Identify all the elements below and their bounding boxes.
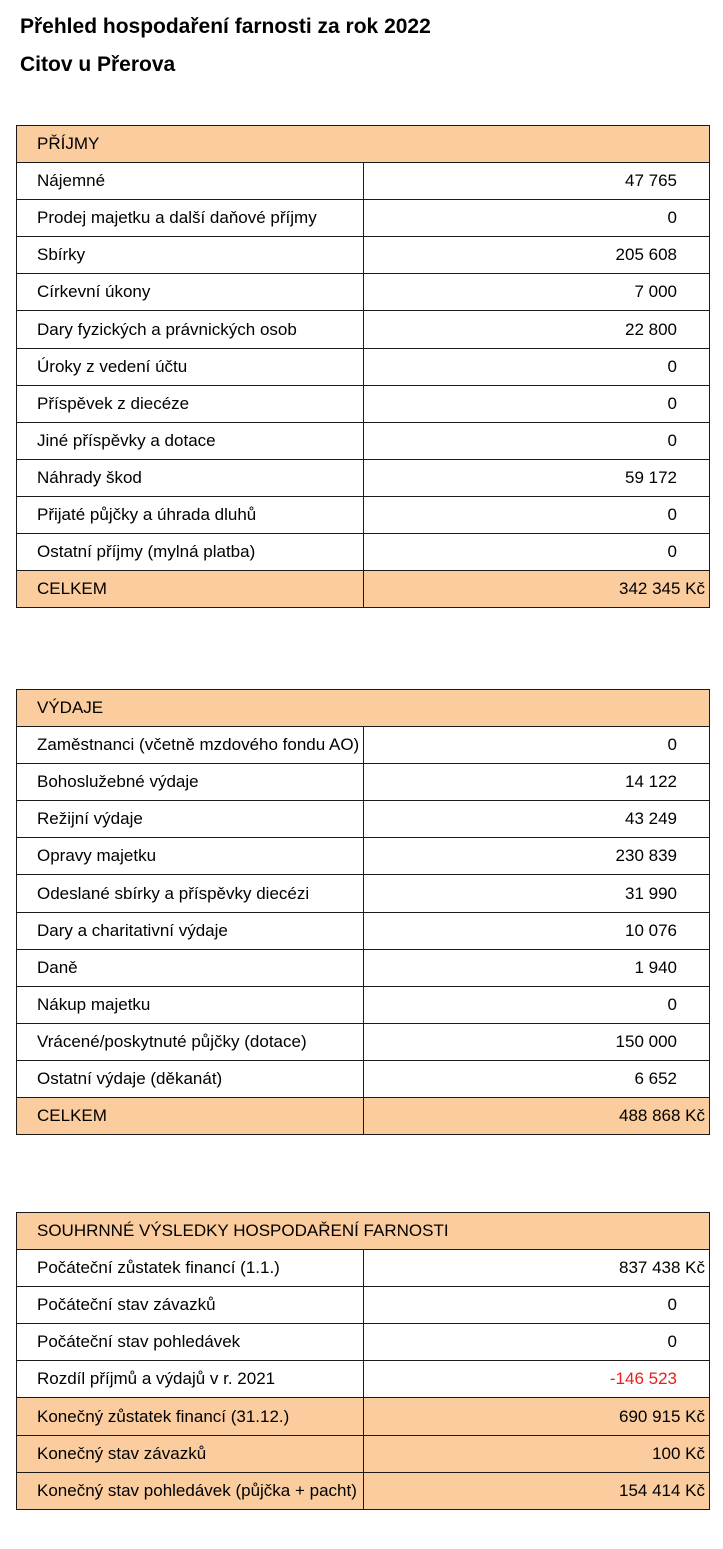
table-row: [17, 1287, 710, 1324]
table-header-row: [17, 126, 710, 163]
row-value: 47 765: [363, 163, 710, 200]
row-value: 14 122: [363, 764, 710, 801]
table-row: [17, 385, 710, 422]
table-row: [17, 838, 710, 875]
negative-value: -146 523: [363, 1361, 710, 1398]
expenses-header: VÝDAJE: [17, 690, 710, 727]
row-label: Ostatní výdaje (děkanát): [17, 1060, 364, 1097]
table-row: [17, 1023, 710, 1060]
row-value: 59 172: [363, 459, 710, 496]
row-label: Konečný zůstatek financí (31.12.): [17, 1398, 364, 1435]
row-value: 100 Kč: [363, 1435, 710, 1472]
row-value: 0: [363, 1324, 710, 1361]
table-row: [17, 764, 710, 801]
row-value: 154 414 Kč: [363, 1472, 710, 1509]
row-value: 0: [363, 200, 710, 237]
highlighted-row: [17, 1398, 710, 1435]
highlighted-row: [17, 1435, 710, 1472]
row-label: Příspěvek z diecéze: [17, 385, 364, 422]
table-row: [17, 801, 710, 838]
table-row: [17, 348, 710, 385]
row-value: 22 800: [363, 311, 710, 348]
row-label: Odeslané sbírky a příspěvky diecézi: [17, 875, 364, 912]
total-label: CELKEM: [17, 1098, 364, 1135]
row-value: 230 839: [363, 838, 710, 875]
table-row: [17, 1060, 710, 1097]
summary-table: [16, 1212, 710, 1510]
row-label: Počáteční stav pohledávek: [17, 1324, 364, 1361]
row-value: 43 249: [363, 801, 710, 838]
row-label: Daně: [17, 949, 364, 986]
table-row: [17, 1324, 710, 1361]
table-row: [17, 274, 710, 311]
table-header-row: [17, 1213, 710, 1250]
table-header-row: [17, 690, 710, 727]
row-value: 837 438 Kč: [363, 1250, 710, 1287]
row-label: Sbírky: [17, 237, 364, 274]
table-row: [17, 422, 710, 459]
table-row: [17, 534, 710, 571]
row-label: Počáteční stav závazků: [17, 1287, 364, 1324]
row-label: Zaměstnanci (včetně mzdového fondu AO): [17, 727, 364, 764]
row-value: 0: [363, 534, 710, 571]
highlighted-row: [17, 1472, 710, 1509]
row-value: 0: [363, 422, 710, 459]
parish-name: Citov u Přerova: [20, 53, 176, 76]
row-value: 0: [363, 1287, 710, 1324]
page-title: Přehled hospodaření farnosti za rok 2022: [20, 15, 431, 38]
income-header: PŘÍJMY: [17, 126, 710, 163]
row-value: 10 076: [363, 912, 710, 949]
row-value: 7 000: [363, 274, 710, 311]
row-value: 0: [363, 496, 710, 533]
row-value: 1 940: [363, 949, 710, 986]
table-row: [17, 163, 710, 200]
table-row: [17, 237, 710, 274]
row-label: Dary fyzických a právnických osob: [17, 311, 364, 348]
table-row: [17, 311, 710, 348]
table-row: [17, 875, 710, 912]
row-label: Jiné příspěvky a dotace: [17, 422, 364, 459]
row-label: Konečný stav závazků: [17, 1435, 364, 1472]
table-row: [17, 459, 710, 496]
total-row: [17, 571, 710, 608]
row-value: 0: [363, 348, 710, 385]
row-value: 0: [363, 385, 710, 422]
row-label: Počáteční zůstatek financí (1.1.): [17, 1250, 364, 1287]
expenses-table: [16, 689, 710, 1135]
total-row: [17, 1098, 710, 1135]
table-row: [17, 200, 710, 237]
row-label: Ostatní příjmy (mylná platba): [17, 534, 364, 571]
row-value: 31 990: [363, 875, 710, 912]
row-label: Bohoslužebné výdaje: [17, 764, 364, 801]
row-value: 0: [363, 727, 710, 764]
total-value: 342 345 Kč: [363, 571, 710, 608]
table-row: [17, 1361, 710, 1398]
table-row: [17, 727, 710, 764]
row-label: Nájemné: [17, 163, 364, 200]
row-value: 205 608: [363, 237, 710, 274]
row-value: 0: [363, 986, 710, 1023]
income-table: [16, 125, 710, 608]
row-label: Vrácené/poskytnuté půjčky (dotace): [17, 1023, 364, 1060]
row-label: Přijaté půjčky a úhrada dluhů: [17, 496, 364, 533]
row-label: Náhrady škod: [17, 459, 364, 496]
row-label: Církevní úkony: [17, 274, 364, 311]
row-label: Nákup majetku: [17, 986, 364, 1023]
table-row: [17, 912, 710, 949]
table-row: [17, 986, 710, 1023]
table-row: [17, 496, 710, 533]
row-label: Konečný stav pohledávek (půjčka + pacht): [17, 1472, 364, 1509]
row-label: Režijní výdaje: [17, 801, 364, 838]
row-label: Prodej majetku a další daňové příjmy: [17, 200, 364, 237]
table-row: [17, 949, 710, 986]
row-label: Dary a charitativní výdaje: [17, 912, 364, 949]
summary-header: SOUHRNNÉ VÝSLEDKY HOSPODAŘENÍ FARNOSTI: [17, 1213, 710, 1250]
row-label: Opravy majetku: [17, 838, 364, 875]
row-value: 150 000: [363, 1023, 710, 1060]
row-value: 690 915 Kč: [363, 1398, 710, 1435]
row-label: Úroky z vedení účtu: [17, 348, 364, 385]
table-row: [17, 1250, 710, 1287]
total-value: 488 868 Kč: [363, 1098, 710, 1135]
row-value: 6 652: [363, 1060, 710, 1097]
row-label: Rozdíl příjmů a výdajů v r. 2021: [17, 1361, 364, 1398]
total-label: CELKEM: [17, 571, 364, 608]
